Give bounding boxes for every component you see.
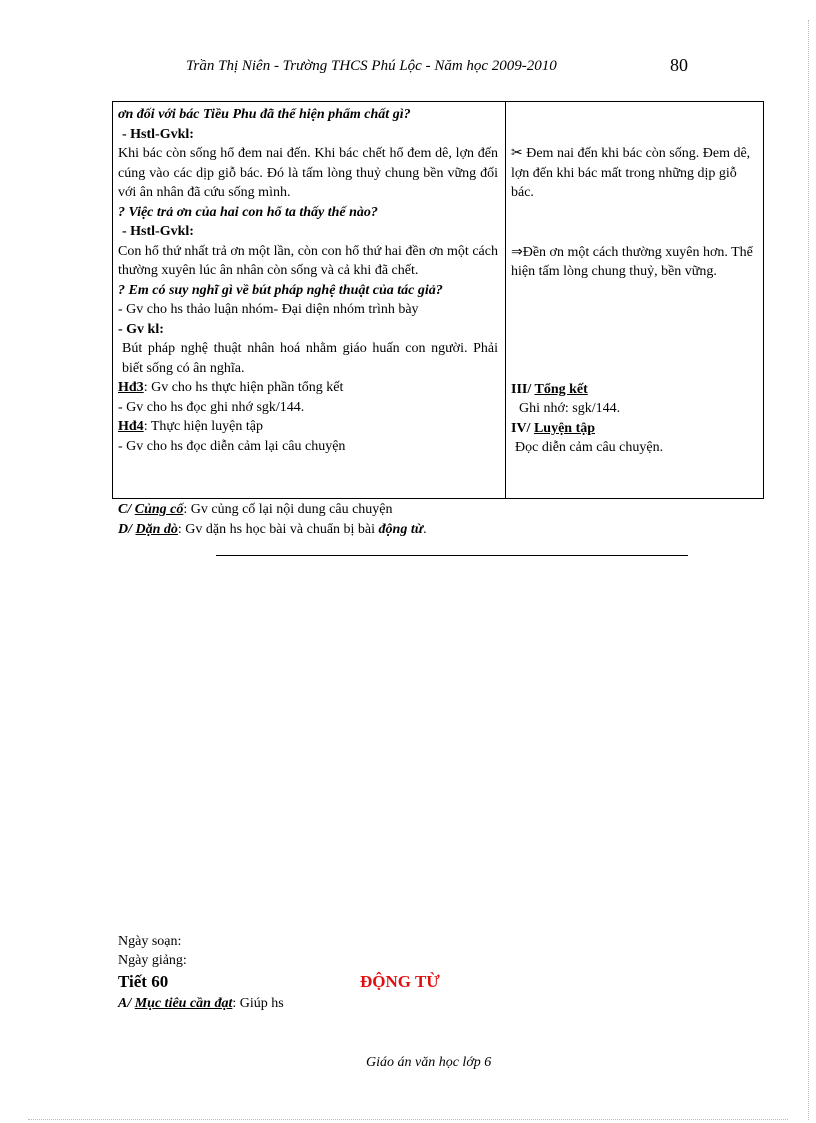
question-2: ? Việc trả ơn của hai con hổ ta thấy thế nào? — [118, 204, 378, 220]
date-prepared: Ngày soạn: — [118, 934, 182, 949]
section-4-number: IV/ — [511, 420, 534, 436]
answer-label-1: - Hstl-Gvkl: — [122, 126, 194, 142]
page-number: 80 — [670, 55, 688, 75]
next-lesson-block — [118, 932, 618, 1013]
activity-3 — [118, 378, 498, 398]
arrow-icon: ⇒ — [511, 244, 523, 260]
page-header — [0, 55, 816, 80]
activity-3-text: : Gv cho hs thực hiện phần tổng kết — [143, 380, 344, 395]
homework-lesson: động từ — [378, 522, 424, 537]
activity-3-label: Hđ3 — [118, 380, 144, 395]
objectives-title: Mục tiêu cần đạt — [134, 996, 233, 1011]
section-divider — [216, 555, 688, 556]
answer-label-2: - Hstl-Gvkl: — [122, 224, 194, 239]
question-3: ? Em có suy nghĩ gì về bút pháp nghệ thuật của tác giả? — [118, 282, 443, 298]
right-note-1 — [511, 144, 753, 203]
page-border-right — [808, 20, 809, 1120]
objectives-text: : Giúp hs — [232, 996, 284, 1011]
activity-4 — [118, 417, 498, 437]
teacher-activity-column — [118, 105, 498, 456]
lesson-number: Tiết 60 — [118, 972, 169, 991]
homework-end: . — [423, 522, 427, 537]
lesson-table — [112, 101, 764, 499]
homework-prefix: D/ — [118, 522, 136, 537]
group-discussion-step: - Gv cho hs thảo luận nhóm- Đại diện nhóm trình bày — [118, 302, 419, 317]
lesson-title: ĐỘNG TỪ — [360, 972, 440, 991]
section-4-heading — [511, 419, 753, 439]
consolidation-text: : Gv củng cố lại nội dung câu chuyện — [183, 502, 393, 517]
column-divider — [505, 102, 506, 498]
conclusion-label: - Gv kl: — [118, 321, 164, 337]
date-taught: Ngày giảng: — [118, 953, 187, 968]
activity-3-step: - Gv cho hs đọc ghi nhớ sgk/144. — [118, 399, 305, 415]
activity-4-text: : Thực hiện luyện tập — [143, 419, 263, 434]
after-table-notes — [118, 500, 427, 540]
consolidation-line — [118, 500, 427, 520]
right-note-1-text: Đem nai đến khi bác còn sống. Đem dê, lợn đến khi bác mất trong những dịp giỗ bác. — [511, 146, 751, 200]
homework-text: : Gv dặn hs học bài và chuẩn bị bài — [177, 522, 379, 537]
lesson-title-row — [118, 972, 618, 994]
page-footer: Giáo án văn học lớp 6 — [366, 1055, 492, 1070]
homework-title: Dặn dò — [135, 522, 178, 537]
section-3-number: III/ — [511, 381, 535, 397]
section-3-heading — [511, 380, 753, 400]
content-column — [511, 105, 753, 458]
activity-4-step: - Gv cho hs đọc diễn cảm lại câu chuyện — [118, 438, 346, 454]
consolidation-title: Củng cố — [134, 502, 184, 517]
question-1: ơn đối với bác Tiều Phu đã thể hiện phẩm chất gì? — [118, 107, 411, 122]
answer-2: Con hổ thứ nhất trả ơn một lần, còn con hổ thứ hai đền ơn một cách thường xuyên lúc ân nhân còn sống và cả khi đã chết. — [118, 243, 498, 278]
section-3-text: Ghi nhớ: sgk/144. — [519, 401, 621, 416]
right-note-2 — [511, 243, 753, 282]
activity-4-label: Hđ4 — [118, 419, 144, 434]
answer-3: Bút pháp nghệ thuật nhân hoá nhằm giáo huấn con người. Phải biết sống có ân nghĩa. — [122, 341, 498, 376]
section-3-title: Tổng kết — [534, 381, 588, 397]
objectives-prefix: A/ — [118, 996, 135, 1011]
homework-line — [118, 520, 427, 540]
right-note-2-text: Đền ơn một cách thường xuyên hơn. Thể hiện tấm lòng chung thuỷ, bền vững. — [511, 244, 753, 279]
answer-1: Khi bác còn sống hổ đem nai đến. Khi bác chết hổ đem dê, lợn đến cúng vào các dịp giỗ bác. Đó là tấm lòng thuỷ chung bền vững đối với ân nhân đã cứu sống mình. — [118, 146, 498, 200]
scissors-icon: ✂ — [511, 146, 523, 161]
header-title: Trần Thị Niên - Trường THCS Phú Lộc - Năm học 2009-2010 — [186, 58, 557, 74]
section-4-text: Đọc diễn cảm câu chuyện. — [515, 440, 664, 455]
objectives-line — [118, 994, 618, 1013]
section-4-title: Luyện tập — [533, 420, 596, 436]
consolidation-prefix: C/ — [118, 502, 135, 517]
page-border-bottom — [28, 1119, 788, 1120]
